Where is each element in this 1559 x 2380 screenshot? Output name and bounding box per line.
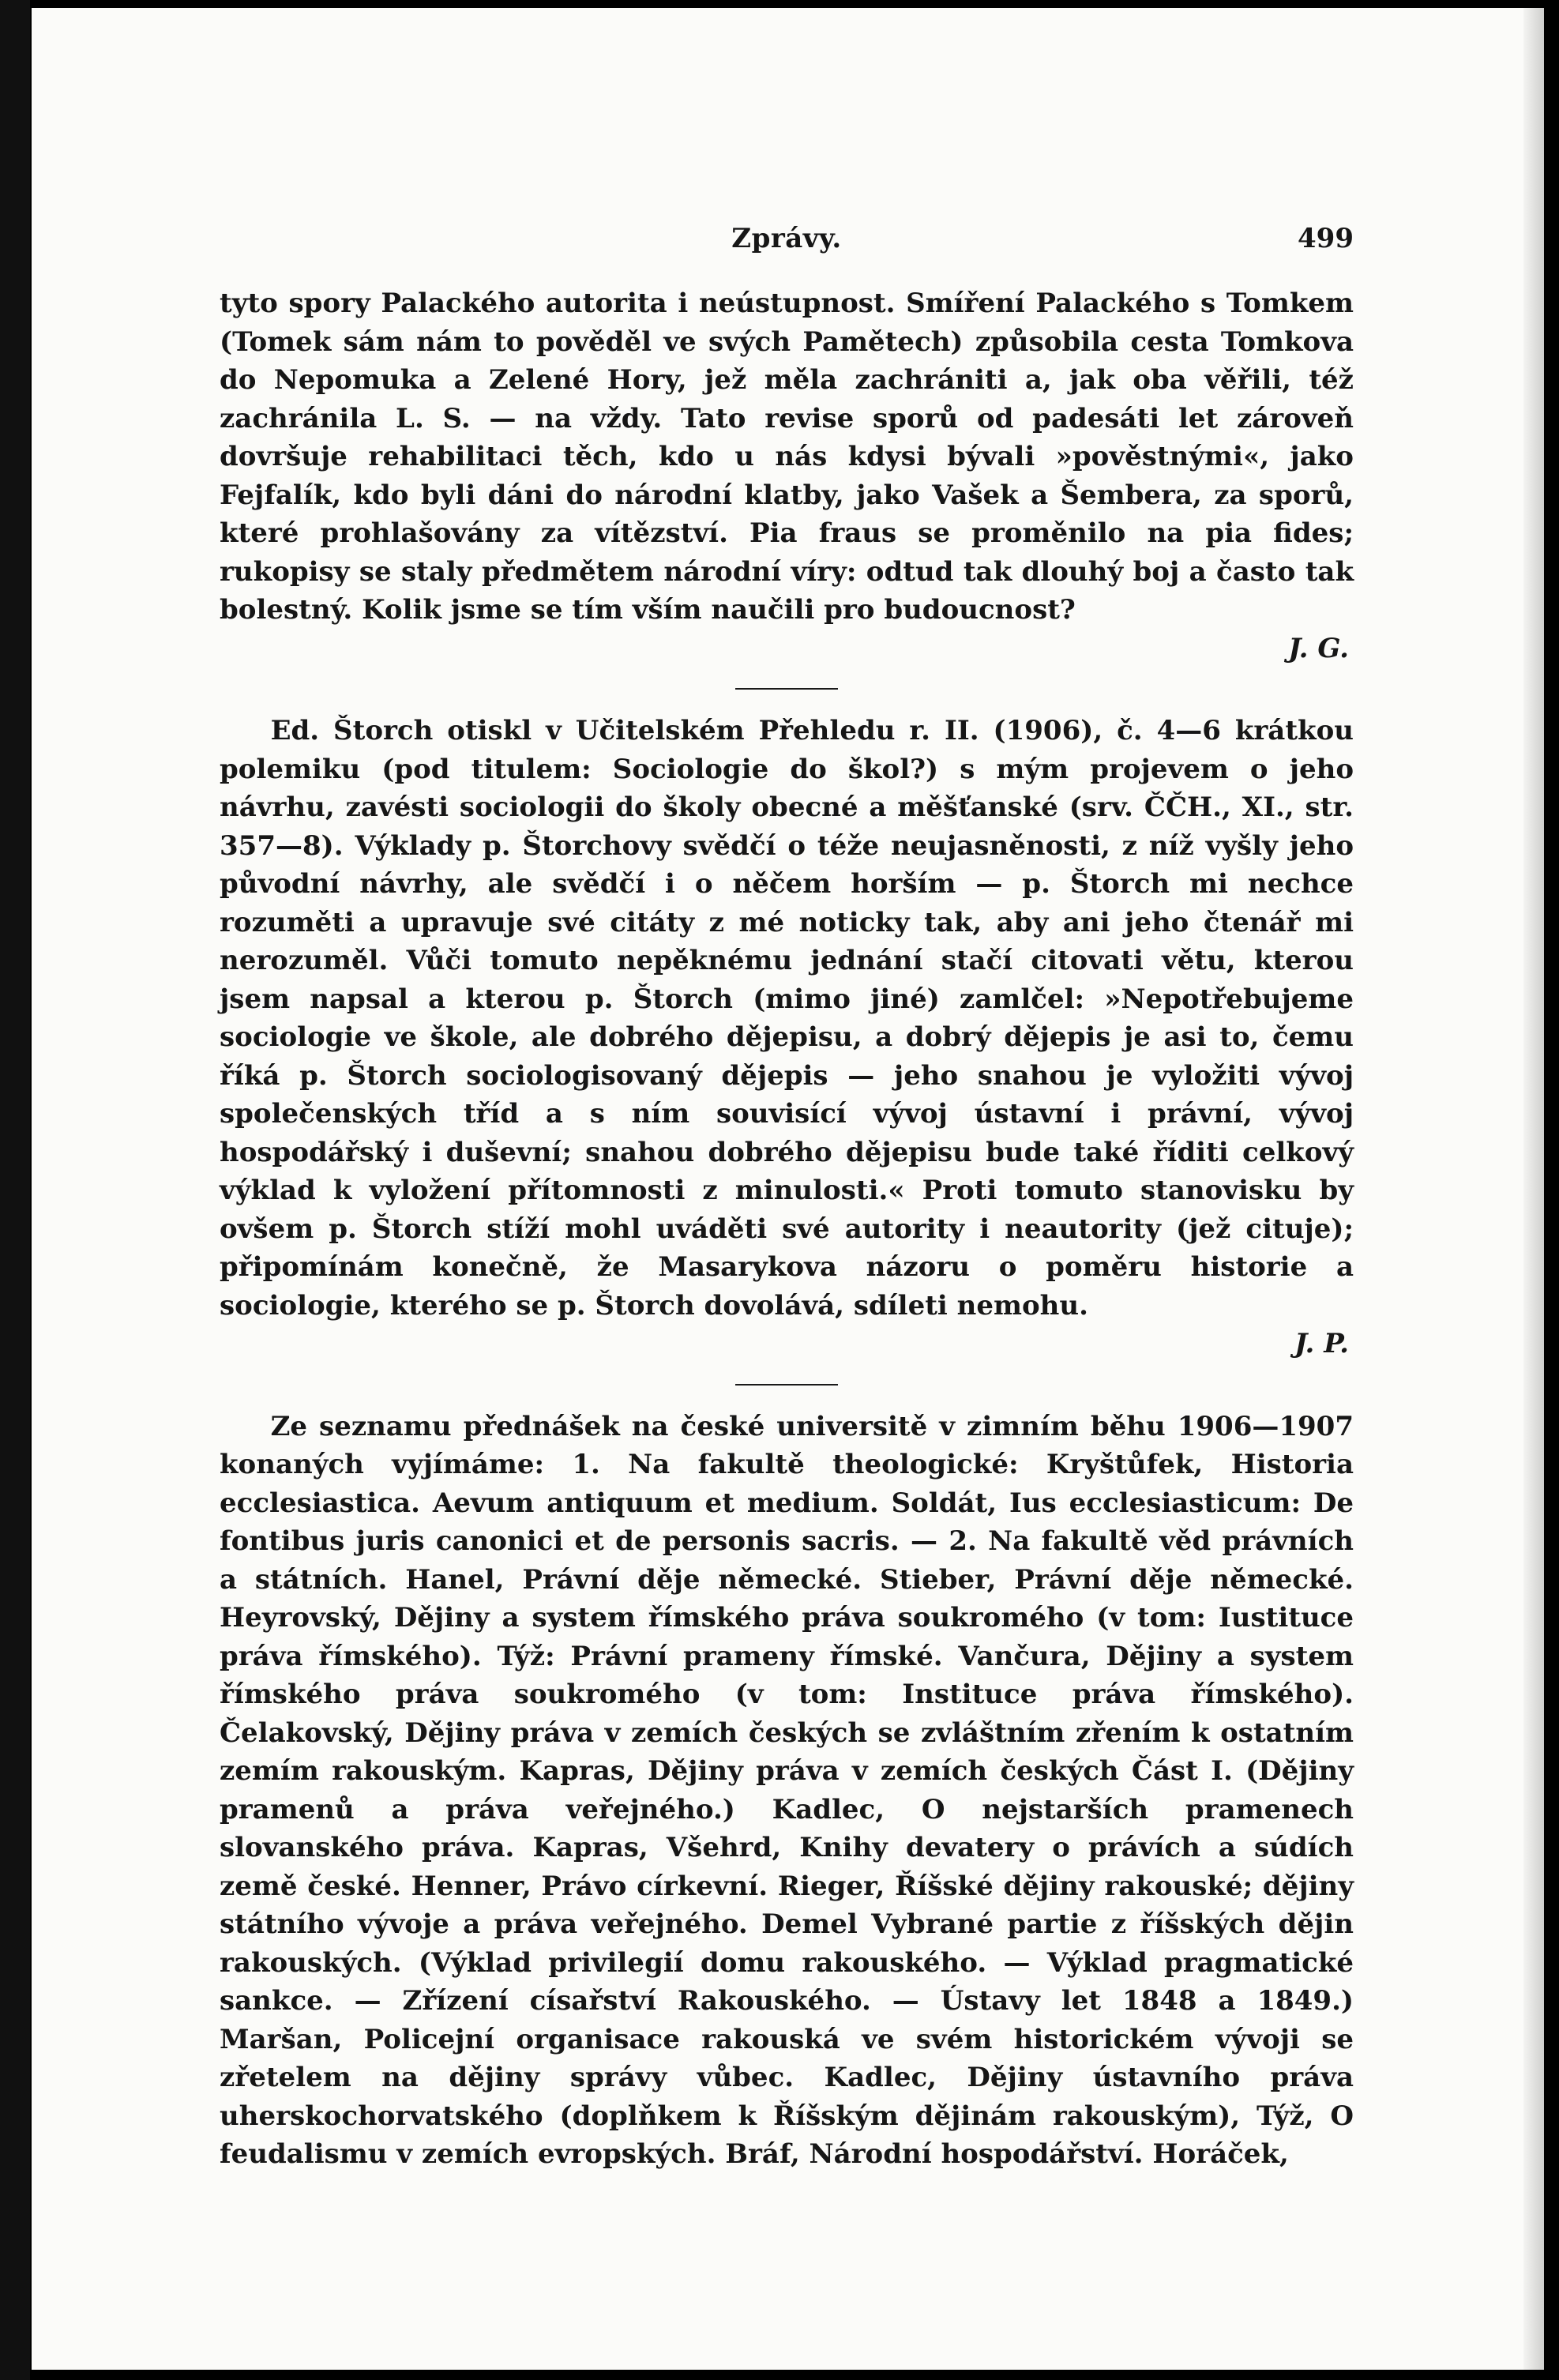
page-header xyxy=(220,220,1354,259)
page-number: 499 xyxy=(1298,223,1354,254)
running-head: Zprávy. xyxy=(731,223,842,254)
page-content xyxy=(220,220,1354,2174)
page-spine-shadow xyxy=(1523,8,1544,2370)
paragraph-storch-polemic: Ed. Štorch otiskl v Učitelském Přehledu r. II. (1906), č. 4—6 krátkou polemiku (pod titulem: Sociologie do škol?) s mým projevem o jeho návrhu, zavésti sociologii do školy obecné a měšťanské (srv. ČČH., XI., str. 357—8). Výklady p. Štorchovy svědčí o téže neujasněnosti, z níž vyšly jeho původní návrhy, ale svědčí i o něčem horším — p. Štorch mi nechce rozuměti a upravuje své citáty z mé noticky tak, aby ani jeho čtenář mi nerozuměl. Vůči tomuto nepěknému jednání stačí citovati větu, kterou jsem napsal a kterou p. Štorch (mimo jiné) zamlčel: »Nepotřebujeme sociologie ve škole, ale dobrého dějepisu, a dobrý dějepis je asi to, čemu říká p. Štorch sociologisovaný dějepis — jeho snahou je vyložiti vývoj společenských tříd a s ním souvisící vývoj ústavní i právní, vývoj hospodářský i duševní; snahou dobrého dějepisu bude také říditi celkový výklad k vyložení přítomnosti z minulosti.« Proti tomuto stanovisku by ovšem p. Štorch stíží mohl uváděti své autority i neautority (jež cituje); připomínám konečně, že Masarykova názoru o poměru historie a sociologie, kterého se p. Štorch dovolává, sdíleti nemohu. xyxy=(220,715,1354,1322)
signature-jg: J. G. xyxy=(1288,632,1349,664)
paragraph-palacky-disputes: tyto spory Palackého autorita i neústupnost. Smíření Palackého s Tomkem (Tomek sám nám to pověděl ve svých Pamětech) způsobila cesta Tomkova do Nepomuka a Zelené Hory, jež měla zachrániti a, jak oba věřili, též zachránila L. S. — na vždy. Tato revise sporů od padesáti let zároveň dovršuje rehabilitaci těch, kdo u nás kdysi bývali »pověstnými«, jako Fejfalík, kdo byli dáni do národní klatby, jako Vašek a Šembera, za sporů, které prohlašovány za vítězství. Pia fraus se proměnilo na pia fides; rukopisy se staly předmětem národní víry: odtud tak dlouhý boj a často tak bolestný. Kolik jsme se tím vším naučili pro budoucnost? xyxy=(220,288,1354,626)
scan-left-edge xyxy=(0,0,30,2380)
section-divider xyxy=(735,1384,838,1386)
book-page xyxy=(32,8,1544,2370)
section-divider xyxy=(735,688,838,690)
paragraph-lecture-list: Ze seznamu přednášek na české universitě v zimním běhu 1906—1907 konaných vyjímáme: 1. Na fakultě theologické: Kryštůfek, Historia ecclesiastica. Aevum antiquum et medium. Soldát, Ius ecclesiasticum: De fontibus juris canonici et de personis sacris. — 2. Na fakultě věd právních a státních. Hanel, Právní děje německé. Stieber, Právní děje německé. Heyrovský, Dějiny a system římského práva soukromého (v tom: Iustituce práva římského). Týž: Právní prameny římské. Vančura, Dějiny a system římského práva soukromého (v tom: Instituce práva římského). Čelakovský, Dějiny práva v zemích českých se zvláštním zřením k ostatním zemím rakouským. Kapras, Dějiny práva v zemích českých Část I. (Dějiny pramenů a práva veřejného.) Kadlec, O nejstarších pramenech slovanského práva. Kapras, Všehrd, Knihy devatery o právích a súdích země české. Henner, Právo církevní. Rieger, Říšské dějiny rakouské; dějiny státního vývoje a práva veřejného. Demel Vybrané partie z říšských dějin rakouských. (Výklad privilegií domu rakouského. — Výklad pragmatické sankce. — Zřízení císařství Rakouského. — Ústavy let 1848 a 1849.) Maršan, Policejní organisace rakouská ve svém historickém vývoji se zřetelem na dějiny správy vůbec. Kadlec, Dějiny ústavního práva uherskochorvatského (doplňkem k Říšským dějinám rakouským), Týž, O feudalismu v zemích evropských. Bráf, Národní hospodářství. Horáček, xyxy=(220,1410,1354,2170)
signature-jp: J. P. xyxy=(1294,1328,1349,1359)
